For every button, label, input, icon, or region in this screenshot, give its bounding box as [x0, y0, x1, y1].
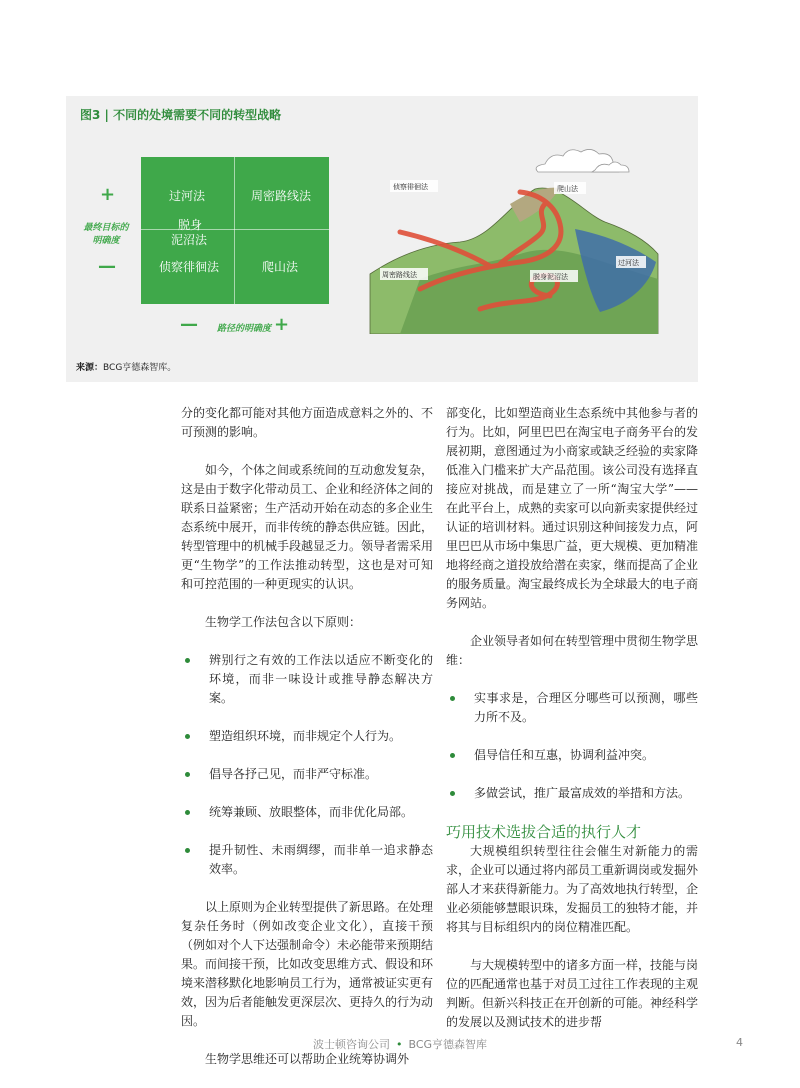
y-axis-minus: —	[98, 256, 116, 277]
action-item: 倡导信任和互惠，协调利益冲突。	[446, 746, 698, 765]
left-paragraph-1: 分的变化都可能对其他方面造成意料之外的、不可预测的影响。	[181, 406, 434, 439]
principle-item: 倡导各抒己见，而非严守标准。	[181, 765, 433, 784]
page-number: 4	[736, 1036, 743, 1049]
strategy-matrix	[141, 157, 329, 304]
matrix-cell-scout: 侦察徘徊法	[159, 260, 220, 274]
source-label: 来源：	[76, 363, 104, 373]
left-paragraph-5: 生物学思维还可以帮助企业统筹协调外	[205, 1052, 410, 1066]
principles-list	[181, 651, 433, 879]
source-text: BCG亨德森智库。	[103, 363, 177, 373]
y-axis-label-line2: 明确度	[92, 236, 120, 246]
illus-label-swamp: 脱身泥沼法	[533, 273, 568, 281]
right-column	[446, 404, 698, 1051]
y-axis-label	[76, 220, 136, 246]
footer	[0, 1036, 800, 1052]
left-column	[181, 404, 433, 1088]
matrix-cell-river: 过河法	[169, 189, 206, 203]
principle-item: 塑造组织环境，而非规定个人行为。	[181, 727, 433, 746]
right-paragraph-2: 企业领导者如何在转型管理中贯彻生物学思维：	[446, 634, 699, 667]
right-paragraph-4: 与大规模转型中的诸多方面一样，技能与岗位的匹配通常也基于对员工过往工作表现的主观判断。但新兴科技正在开创新的可能。神经科学的发展以及测试技术的进步帮	[446, 958, 699, 1029]
principle-item: 提升韧性、未雨绸缪，而非单一追求静态效率。	[181, 841, 433, 879]
illus-label-climb: 爬山法	[557, 185, 578, 193]
x-axis-plus: +	[274, 314, 290, 335]
footer-company: 波士顿咨询公司	[312, 1038, 390, 1051]
right-paragraph-1: 部变化，比如塑造商业生态系统中其他参与者的行为。比如，阿里巴巴在淘宝电子商务平台的发展初期，意图通过为小商家或缺乏经验的卖家降低准入门槛来扩大产品范围。该公司没有选择直接应对挑战，而是建立了一所“淘宝大学”——在此平台上，成熟的卖家可以向新卖家提供经过认证的培训材料。通过识别这种间接发力点，阿里巴巴从市场中集思广益，更大规模、更加精准地将经商之道投放给潜在卖家，继而提高了企业的服务质量。淘宝最终成长为全球最大的电子商务网站。	[446, 406, 699, 610]
action-item: 多做尝试，推广最富成效的举措和方法。	[446, 784, 698, 803]
figure-panel	[66, 96, 698, 382]
figure-title: 图3 | 不同的处境需要不同的转型战略	[80, 108, 282, 122]
matrix-cell-swamp-bottom: 泥沼法	[171, 233, 208, 247]
matrix-divider-vertical	[234, 157, 235, 304]
cloud-icon	[536, 149, 629, 172]
principle-item: 辨别行之有效的工作法以适应不断变化的环境，而非一味设计或推导静态解决方案。	[181, 651, 433, 708]
left-paragraph-3: 生物学工作法包含以下原则：	[205, 615, 362, 629]
figure-source	[76, 360, 176, 373]
illus-label-river: 过河法	[618, 259, 639, 267]
footer-institute: BCG亨德森智库	[408, 1038, 488, 1051]
matrix-cell-swamp-top: 脱身	[178, 218, 203, 232]
matrix-cell-climb: 爬山法	[262, 260, 299, 274]
leader-actions-list	[446, 689, 698, 803]
footer-separator: •	[395, 1038, 403, 1051]
y-axis-plus: +	[100, 184, 116, 205]
matrix-divider-horizontal	[141, 229, 329, 230]
principle-item: 统筹兼顾、放眼整体，而非优化局部。	[181, 803, 433, 822]
section-heading: 巧用技术选拔合适的执行人才	[446, 823, 642, 841]
matrix-cell-route: 周密路线法	[251, 189, 312, 203]
left-paragraph-4: 以上原则为企业转型提供了新思路。在处理复杂任务时（例如改变企业文化），直接干预（例如对个人下达强制命令）未必能带来预期结果。而间接干预，比如改变思维方式、假设和环境来潜移默化地影响员工行为，通常被证实更有效，因为后者能触发更深层次、更持久的行为动因。	[181, 900, 434, 1028]
landscape-illustration	[360, 144, 660, 334]
illus-label-scout: 侦察徘徊法	[393, 183, 428, 191]
illus-label-route: 周密路线法	[382, 271, 417, 279]
x-axis-label: 路径的明确度	[216, 324, 271, 334]
left-paragraph-2: 如今，个体之间或系统间的互动愈发复杂，这是由于数字化带动员工、企业和经济体之间的联系日益紧密；生产活动开始在动态的多企业生态系统中展开，而非传统的静态供应链。因此，转型管理中的机械手段越显乏力。领导者需采用更“生物学”的工作法推动转型，这也是对可知和可控范围的一种更现实的认识。	[181, 463, 434, 591]
x-axis-minus: —	[180, 314, 198, 335]
action-item: 实事求是，合理区分哪些可以预测，哪些力所不及。	[446, 689, 698, 727]
right-paragraph-3: 大规模组织转型往往会催生对新能力的需求，企业可以通过将内部员工重新调岗或发掘外部人才来获得新能力。为了高效地执行转型，企业必须能够慧眼识珠，发掘员工的独特才能，并将其与目标组织内的岗位精准匹配。	[446, 844, 699, 934]
y-axis-label-line1: 最终目标的	[83, 223, 129, 233]
